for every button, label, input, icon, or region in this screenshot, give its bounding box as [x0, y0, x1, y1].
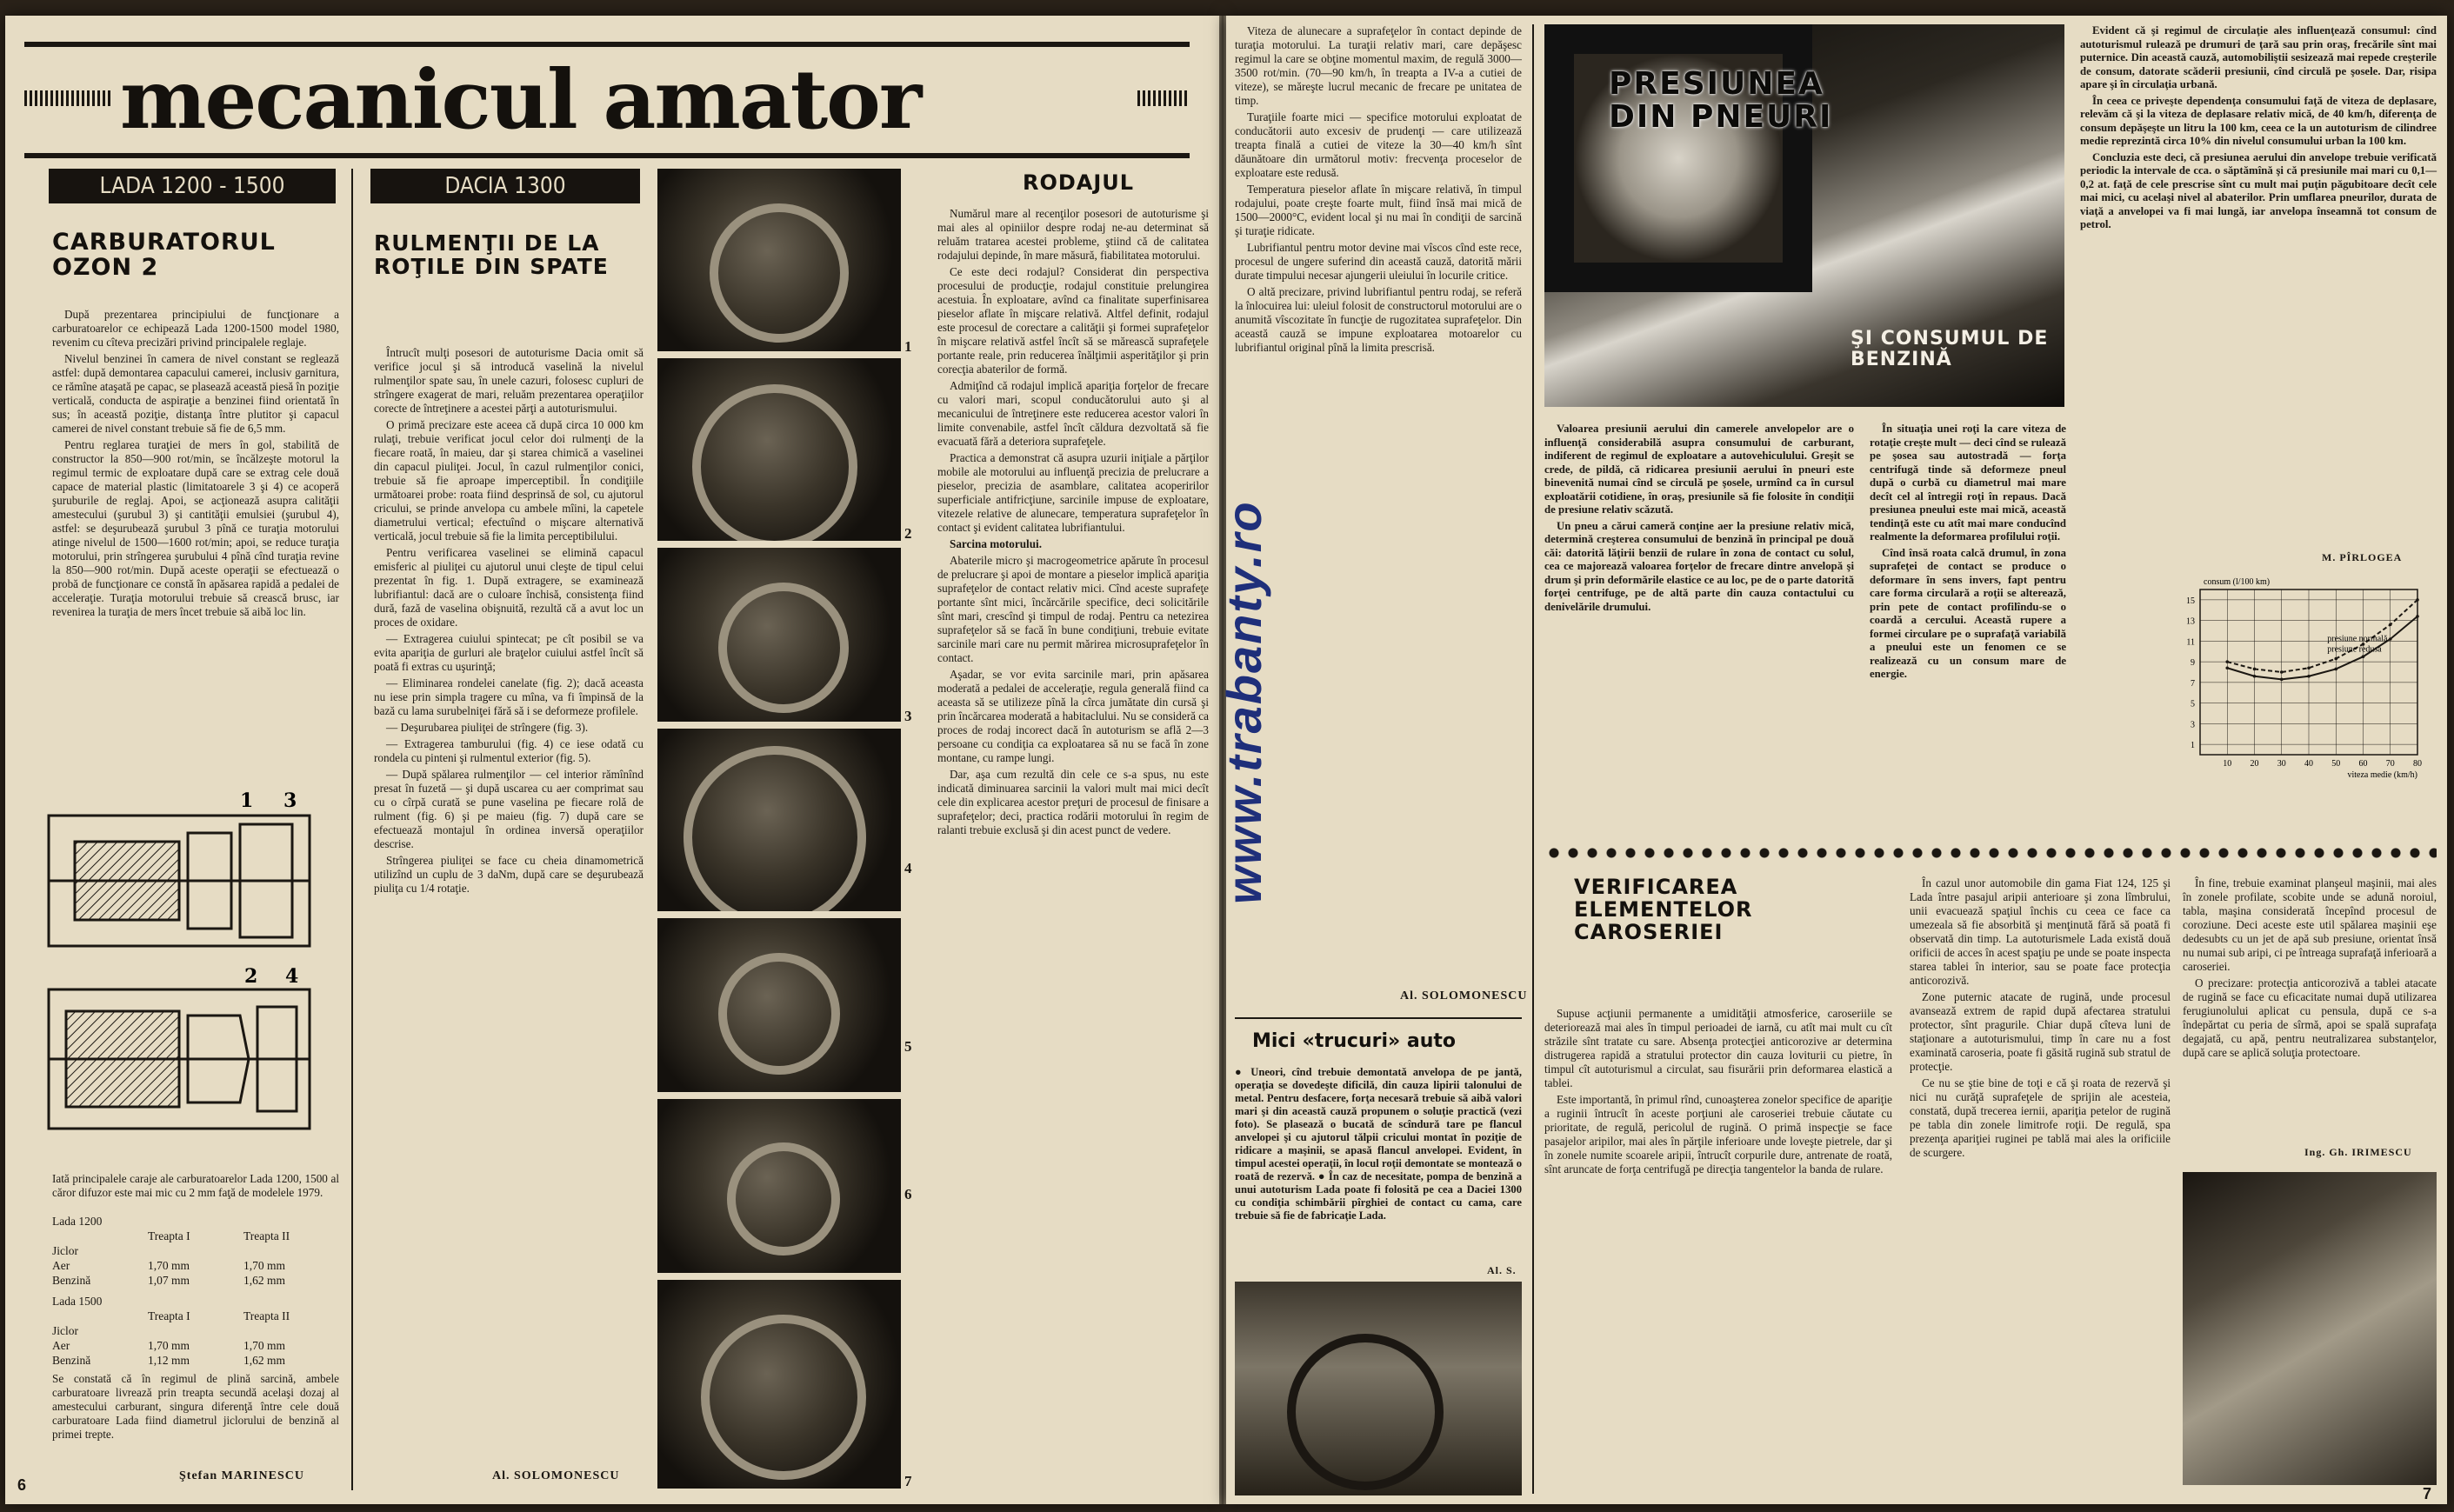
rodajul-paragraph: Lubrifiantul pentru motor devine mai vîscos cînd este rece, procesul de ungere suferind din această cauză, datorită mării durate timpului necesar ajungerii uleiului în locurile critice.	[1235, 241, 1522, 282]
chart-point	[2307, 675, 2311, 678]
verificarea-headline: VERIFICAREA ELEMENTELOR CAROSERIEI	[1574, 875, 1753, 944]
rodajul-paragraph: Practica a demonstrat că asupra uzurii iniţiale a părţilor mobile ale motorului au influenţă precizia de prelucrare a pieselor, precizia de asamblare, calitatea acoperirilor superficiale antifricţiune, sarcinile impuse de exploatare, vitezele relative de alunecare, temperatura suprafeţelor în contact şi evident calitatea lubrifiantului.	[937, 451, 1209, 534]
chart-point	[2416, 598, 2419, 602]
dacia-body	[374, 346, 644, 898]
chart-y-tick: 9	[2191, 658, 2195, 669]
drum-outline	[718, 583, 849, 713]
carburetor-diagram	[31, 789, 344, 1163]
diagram-label: 4	[285, 965, 299, 988]
tire-outline	[1287, 1334, 1444, 1490]
drum-outline	[727, 1142, 840, 1256]
lada-1500-table	[52, 1294, 339, 1368]
page-number-right: 7	[2423, 1485, 2432, 1502]
chart-x-tick: 50	[2331, 759, 2341, 769]
chart-x-tick: 10	[2223, 759, 2232, 769]
trucuri-body: ● Uneori, cînd trebuie demontată anvelopa de pe jantă, operaţia se dovedeşte dificilă, din cauza lipirii talonului de metal. Pentru desfacere, forţa necesară trebuie să aibă valori mari şi din această cauză propunem o soluţie practică (vezi foto). Se plasează o bucată de scîndură tare pe flancul anvelopei şi cu ajutorul tălpii cricului montat în poziţie de ridicare a maşinii, se apasă flancul anvelopei. Evident, în timpul acestei operaţii, în locul roţii demontate se montează o roată de rezervă. ● În caz de necesitate, pompa de benzină a unui autoturism Lada poate fi folosită pe cea a Daciei 1300 cu condiţia schimbării pîrghiei de contact cu cama, care trebuie să fie de fabricaţie Lada.	[1235, 1066, 1522, 1222]
table-cell	[148, 1323, 243, 1338]
dacia-step: — Eliminarea rondelei canelate (fig. 2); dacă aceasta nu iese prin simpla tragere cu mîna, va fi împinsă de la bază cu lama surubelniţei fără să i se deformeze profilele.	[374, 676, 644, 717]
photo-tire-trick	[1235, 1282, 1522, 1495]
chart-y-tick: 3	[2191, 720, 2195, 730]
photo-strip	[657, 169, 918, 1497]
verificarea-paragraph: O precizare: protecţia anticorozivă a tablei atacate de rugină se face cu eficacitate numai după utilizarea ferugiunolului aplicat cu pensula, după ce s-a îndepărtat cu peria de sîrmă, apoi se spală suprafaţa degajată, cu apă, pentru neutralizarea substanţelor, după care se aplică soluţia protectoare.	[2183, 976, 2437, 1059]
table-cell: 1,62 mm	[243, 1274, 286, 1287]
rodajul-author: Al. SOLOMONESCU	[1400, 989, 1528, 1002]
rodajul-paragraph: O altă precizare, privind lubrifiantul pentru rodaj, se referă la înlocuirea lui: uleiul folosit de constructorul motorului are o anumită vîscozitate în funcţie de rugozitatea suprafeţelor. Din această cauză se impune exploatarea motoarelor cu lubrifiantul original pînă la limita prescrisă.	[1235, 285, 1522, 354]
watermark: www.trabanty.ro	[1217, 500, 1271, 904]
table-cell: Benzină	[52, 1354, 91, 1367]
chart-series-label: presiune redusă	[2327, 644, 2382, 655]
section-divider	[1235, 1017, 1522, 1019]
column-divider	[1532, 24, 1534, 1494]
lada-1200-table	[52, 1214, 339, 1288]
chart-point	[2334, 657, 2337, 661]
chart-point	[2416, 615, 2419, 618]
rodajul-paragraph: Viteza de alunecare a suprafeţelor în contact depinde de turaţia motorului. La turaţii relativ mari, care depăşesc regimul la care se obţine momentul maxim, de regulă 3000—3500 rot/min. (70—90 km/h, în treapta a IV-a a cutiei de viteze), se măreşte lucrul mecanic de frecare pe unitatea de timp.	[1235, 24, 1522, 107]
table-cell: Aer	[52, 1339, 70, 1352]
rodajul-paragraph: Numărul mare al recenţilor posesori de autoturisme şi mai ales al opiniilor despre rodaj ne-au determinat să reluăm tratarea acestei probleme, ştiind că de calitatea rodajului depinde, în mare măsură, fiabilitatea motorului.	[937, 207, 1209, 262]
consumption-chart	[2157, 572, 2444, 798]
presiunea-paragraph: Cînd însă roata calcă drumul, în zona suprafeţei de contact se produce o deformare în sens invers, fapt pentru care forma circulară a roţii se alterează, prin pete de contact profilîndu-se o coardă a cercului. Această rupere a formei circulare pe o suprafaţă variabilă a pneului este un fenomen ce se realizează cu un consum mare de energie.	[1870, 546, 2066, 680]
dacia-step: — După spălarea rulmenţilor — cel interior rămînînd presat în fuzetă — şi după uscarea cu aer comprimat sau cu o cîrpă curată se pune vaselina pe fiecare rolă de rulment (fig. 6) şi pe maieu (fig. 7) după care se efectuează montajul în ordinea inversă operaţiilor descrise.	[374, 768, 644, 850]
photo-hub-greasing	[657, 1280, 901, 1489]
photo-number: 7	[904, 1473, 912, 1489]
table-cell: Aer	[52, 1259, 70, 1272]
dacia-step: — Extragerea cuiului spintecat; pe cît posibil se va evita apariţia de gurluri ale braţelor cuiului astfel încît să poată fi extras cu uşurinţă;	[374, 632, 644, 673]
photo-nut-unscrewing	[657, 548, 901, 722]
rodajul-paragraph: Admiţînd că rodajul implică apariţia forţelor de frecare cu valori mari, scopul conducătorului auto şi al mecanicului de întreţinere este reducerea acestor valori în limite convenabile, astfel încît căldura dezvoltată să fie evacuată fără a deteriora suprafeţele.	[937, 379, 1209, 448]
photo-number: 1	[904, 338, 912, 355]
diagram-label: 1	[240, 789, 254, 812]
trucuri-author: Al. S.	[1487, 1264, 1517, 1276]
drum-outline	[692, 384, 857, 541]
verificarea-paragraph: În cazul unor automobile din gama Fiat 124, 125 şi Lada între pasajul aripii anterioare şi zona lîmbrului, unii evacuează spaţiul închis cu ceea ce face ca umezeala să fie absorbită şi menţinută fără să poată fi observată din timp. La autoturismele Lada există două orificii de acces în acest spaţiu pe unde se poate inspecta starea tablei în interior, sau se poate face protecţia anticorozivă.	[1910, 876, 2171, 987]
rodajul-headline: RODAJUL	[1023, 170, 1135, 195]
chart-x-tick: 80	[2413, 759, 2422, 769]
table-row	[52, 1323, 339, 1338]
dacia-paragraph: O primă precizare este aceea că după circa 10 000 km rulaţi, trebuie verificat jocul celor doi rulmenţi de la fiecare roată, în maieu, dar şi starea chimică a vaselinei din capacul piuliţei. Jocul, în cazul rulmenţilor conici, trebuie să fie aproape imperceptibil. În condiţiile următoarei probe: roata fiind desprinsă de sol, cu ajutorul cricului, se prinde anvelopa cu ambele mîini, la capetele diametrului vertical; efectuînd o mişcare alternativă verticală, jocul trebuie să fie la limita perceptibilului.	[374, 418, 644, 543]
dacia-paragraph: Întrucît mulţi posesori de autoturisme Dacia omit să verifice jocul şi să introducă vaselină la nivelul rulmenţilor spate sau, în unele cazuri, folosesc cupluri de strîngere exagerat de mari, reluăm prezentarea operaţiilor corecte de întreţinere a acestei părţi a autoturismului.	[374, 346, 644, 415]
chart-svg	[2157, 572, 2444, 798]
chart-point	[2225, 666, 2229, 669]
table-cell: 1,70 mm	[243, 1339, 286, 1352]
table-cell: 1,07 mm	[148, 1274, 190, 1287]
dacia-paragraph: Pentru verificarea vaselinei se elimină capacul emisferic al piuliţei cu ajutorul unui cleşte de tipul celui prezentat în fig. 1. După extragere, se examinează lubrifiantul: dacă are o culoare închisă, consistenţa fiind dură, fază de vaselina obişnuită, rezultă că a avut loc un proces de oxidare.	[374, 546, 644, 629]
rodajul-subhead: Sarcina motorului.	[950, 537, 1042, 550]
table-cell	[243, 1243, 339, 1258]
chart-point	[2389, 623, 2392, 627]
chart-y-tick: 11	[2186, 637, 2195, 648]
chart-point	[2307, 666, 2311, 669]
table-model	[52, 1214, 339, 1229]
table-header: Treapta I	[148, 1309, 190, 1322]
photo-bearing-removal	[657, 918, 901, 1092]
dacia-step: Strîngerea piuliţei se face cu cheia dinamometrică utilizînd un cuplu de 3 daNm, după care se deşurubează piuliţa cu 1/4 rotaţie.	[374, 854, 644, 895]
lada-table-intro: Iată principalele caraje ale carburatoarelor Lada 1200, 1500 al căror difuzor este mai mic cu 2 mm faţă de modelele 1979.	[52, 1172, 339, 1199]
lada-headline: CARBURATORUL OZON 2	[52, 229, 276, 282]
chart-point	[2362, 655, 2365, 658]
table-cell: 1,62 mm	[243, 1354, 286, 1367]
verificarea-paragraph: Ce nu se ştie bine de toţi e că şi roata de rezervă şi nici nu curăţă suprafeţele de sprijin ale acesteia, constată, după trecerea iernii, apariţia petelor de rugină pe tabla din zonele limitrofe roţii. De regulă, spa prezenţa apariţiei ruginei pe tablă mai ales la orificiile de scurgere.	[1910, 1076, 2171, 1159]
verificarea-paragraph: Este importantă, în primul rînd, cunoaşterea zonelor specifice de apariţie a ruginii întrucît în aceste porţiuni ale caroseriei trebuie căutate cu prioritate, de regulă, pericolul de rugină. O primă inspecţie se face pasajelor aripilor, mai ales în părţile inferioare unde loveşte pietrele, dar şi în zonele numite scoarele aripii, întrucît corpurile dure, antrenate de roată, sînt aruncate de forţa centrifugă pe direcţia tangentelor la banda de rulare.	[1544, 1093, 1892, 1176]
chart-y-tick: 13	[2186, 616, 2195, 627]
wheel	[1544, 24, 1812, 292]
chart-point	[2253, 668, 2257, 671]
table-cell: Jiclor	[52, 1244, 78, 1257]
masthead-title: mecanicul amator	[120, 52, 921, 148]
left-page	[5, 16, 1219, 1504]
chart-y-label: consum (l/100 km)	[2204, 577, 2271, 587]
table-cell: Benzină	[52, 1274, 91, 1287]
rodajul-paragraph: Temperatura pieselor aflate în mişcare relativă, în timpul rodajului, poate creşte foarte mult, fiind însă mai mică de 1500—2000°C, evident local şi nu mai în condiţii de sarcină şi turaţie ridicate.	[1235, 183, 1522, 237]
lada-paragraph: Nivelul benzinei în camera de nivel constant se reglează astfel: după demontarea capacului camerei, inclusiv garnitura, ce rămîne ataşată pe capac, se plasează această piesă în poziţie verticală, conducta de aspiraţie a benzinei fiind orientată în sus; în această poziţie, distanţa între plutitor şi capacul camerei de nivel constant trebuie să fie de 6,5 mm.	[52, 352, 339, 435]
rodajul-body	[937, 207, 1209, 840]
chart-x-label: viteza medie (km/h)	[2347, 770, 2417, 780]
chart-point	[2280, 670, 2284, 674]
photo-number: 4	[904, 860, 912, 876]
section-header-dacia: DACIA 1300	[370, 169, 640, 203]
photo-bearing-greasing	[657, 1099, 901, 1273]
table-row	[52, 1243, 339, 1258]
table-cell	[148, 1243, 243, 1258]
table-header-row	[52, 1229, 339, 1243]
rodajul-paragraph: Abaterile micro şi macrogeometrice apărute în procesul de prelucrare şi apoi de montare a pieselor implică apariţia suprafeţelor de contact relativ mici. Cînd aceste suprafeţe portante sînt mici, încărcările specifice, deci solicitările sînt mari, crescînd şi timpul de rodaj. Pentru ca netezirea suprafeţelor să se facă în bune condiţiuni, trebuie evitate sarcinile mari care nu permit mărirea microsuprafeţelor în contact.	[937, 554, 1209, 664]
table-cell: 1,70 mm	[148, 1339, 190, 1352]
verificarea-paragraph: În fine, trebuie examinat planşeul maşinii, mai ales în zonele profilate, scobite unde se adună noroiul, tabla, maşina considerată începînd procesul de coroziune. Deci aceste este util spălarea maşinii eşe dedesubts cu un jet de apă sub presiune, orientat însă nu numai sub aripi, ci pe întreaga suprafaţă inferioară a caroseriei.	[2183, 876, 2437, 973]
masthead-ornament-left	[24, 90, 111, 106]
chart-y-tick: 7	[2191, 678, 2195, 689]
table-row	[52, 1353, 339, 1368]
dacia-step: — Deşurubarea piuliţei de strîngere (fig. 3).	[386, 721, 589, 734]
table-row	[52, 1273, 339, 1288]
presiunea-paragraph: În ceea ce priveşte dependenţa consumului faţă de viteza de deplasare, relevăm că şi la viteza de deplasare relativ mică, de 40 km/h, diferenţa de consum depăşeşte un litru la 100 km, ceea ce la un autoturism de cilindree medie reprezintă circa 10% din nivelul consumului urban la 100 km.	[2080, 94, 2437, 147]
table-cell: Jiclor	[52, 1324, 78, 1337]
chart-series-line	[2227, 600, 2417, 672]
presiunea-body-col3	[2080, 24, 2437, 235]
chart-point	[2253, 675, 2257, 678]
presiunea-paragraph: Valoarea presiunii aerului din camerele anvelopelor are o influenţă considerabilă asupra consumului de carburant, indiferent de regimul de exploatare a autovehiculului. Greşit se crede, de pildă, că ridicarea presiunii aerului în pneuri este binevenită numai cînd se circulă pe şosele, urmînd ca în cursul exploatării cotidiene, în oraş, presiunile să fie folosite în condiţii de presiune relativ scăzută.	[1544, 423, 1854, 516]
section-header-lada: LADA 1200 - 1500	[49, 169, 336, 203]
verificarea-body-col2	[1910, 876, 2171, 1162]
trucuri-headline: Mici «trucuri» auto	[1252, 1030, 1457, 1052]
table-model-label: Lada 1200	[52, 1215, 103, 1228]
table-cell: 1,70 mm	[148, 1259, 190, 1272]
column-divider	[351, 169, 353, 1490]
drum-outline	[710, 203, 849, 343]
photo-number: 5	[904, 1038, 912, 1055]
photo-washer-removal	[657, 358, 901, 541]
photo-car-inspection	[2183, 1172, 2437, 1485]
masthead-ornament-right	[1137, 90, 1190, 106]
presiunea-author: M. PÎRLOGEA	[2322, 551, 2403, 563]
rodajul-paragraph: Ce este deci rodajul? Considerat din perspectiva procesului de producţie, rodajul constituie prelungirea acestuia. În exploatare, avînd ca finalitate superfinisarea pieselor aflate în mişcare relativă. Altfel definit, rodajul este procesul de corectare a calităţii şi formei suprafeţelor în mişcare relativă astfel încît să se mărească suprafeţele portante reale, prin reducerea înălţimii asperităţilor şi prin corecţia abaterilor de formă.	[937, 265, 1209, 376]
dacia-headline: RULMENŢII DE LA ROŢILE DIN SPATE	[374, 230, 609, 279]
verificarea-paragraph: Zone puternic atacate de rugină, unde procesul avansează extrem de rapid după afectarea stratului protector, sînt pragurile. Chiar după cîteva luni de staţionare a autoturismului, timp în care nu a fost examinată caroseria, poate fi găsită rugină sub stratul de protecţie.	[1910, 990, 2171, 1073]
masthead	[24, 42, 1190, 158]
lada-paragraph: Pentru reglarea turaţiei de mers în gol, stabilită de constructor la 850—900 rot/min, se încălzeşte motorul la regimul termic de exploatare după care se extrag cele două capace de material plastic (limitatoarele 3 şi 4) ce acoperă şuruburile de reglaj. Apoi, se acţionează asupra calităţii amestecului (şurubul 3) şi cantităţii emulsiei (şurubul 4), astfel: se deşurubează şurubul 3 pînă ce turaţia motorului atinge nivelul de 1500—1600 rot/min; apoi, se reduce turaţia motorului, prin strîngerea şurubului 4 pînă cînd turaţia revine la 850—900 rot/min. După aceste operaţii se efectuează o probă de funcţionare ce constă în apăsarea rapidă a pedalei de acceleraţie. Turaţia motorului trebuie să crească brusc, iar revenirea la turaţia de mers încet trebuie să aibă loc lin.	[52, 438, 339, 618]
right-page	[1226, 16, 2447, 1504]
chart-point	[2389, 637, 2392, 641]
verificarea-body-col3	[2183, 876, 2437, 1062]
chart-x-tick: 30	[2277, 759, 2286, 769]
verificarea-body-col1	[1544, 1007, 1892, 1179]
table-cell	[243, 1323, 339, 1338]
drum-outline	[701, 1315, 866, 1480]
presiunea-paragraph: Evident că şi regimul de circulaţie ales influenţează consumul: cînd autoturismul rulează pe drumuri de ţară sau prin oraş, frecările sînt mai puternice. Din această cauză, automobiliştii sesizează mai repede creşterile de consum, datorate scăderii presiunii, cînd circulă pe şosele. Dar, risipa apare şi în circulaţia urbană.	[2080, 24, 2437, 90]
diagram-label: 2	[244, 965, 258, 988]
lada-body	[52, 308, 339, 622]
verificarea-author: Ing. Gh. IRIMESCU	[2304, 1146, 2412, 1158]
lada-author: Ştefan MARINESCU	[179, 1469, 304, 1482]
presiunea-subtitle: ŞI CONSUMUL DE BENZINĂ	[1851, 328, 2049, 370]
chart-x-tick: 70	[2385, 759, 2395, 769]
presiunea-paragraph: Un pneu a cărui cameră conţine aer la presiune relativ mică, determină creşterea consumului de benzină în principal pe două căi: datorită lăţirii benzii de rulare în zona de contact cu solul, cea ce majorează valoarea forţelor de frecare dintre anvelopă şi drum şi prin deformările elastice ce au loc, pe de o parte datorită forţei centrifuge, pe de altă parte din cauza contactului cu denivelările drumului.	[1544, 519, 1854, 613]
rodajul-paragraph: Turaţiile foarte mici — specifice motorului exploatat de conducătorii auto excesiv de prudenţi — care utilizează treapta finală a cutiei de viteze la 30—40 km/h sînt dăunătoare din următorul motiv: frecvenţa proceselor de exploatare este redusă.	[1235, 110, 1522, 179]
chart-y-tick: 15	[2186, 596, 2195, 606]
table-row	[52, 1258, 339, 1273]
table-header-row	[52, 1309, 339, 1323]
chart-y-tick: 1	[2191, 741, 2195, 751]
chart-x-tick: 20	[2250, 759, 2259, 769]
table-model	[52, 1294, 339, 1309]
table-cell: 1,70 mm	[243, 1259, 286, 1272]
presiunea-body-col2	[1870, 423, 2066, 684]
presiunea-paragraph: În situaţia unei roţi la care viteza de rotaţie creşte mult — deci cînd se rulează pe şosea sau autostradă — forţa centrifugă tinde să deformeze pneul după o curbă cu diametrul mai mare decît cel al întregii roţi în repaus. Dacă presiunea pneului este mai mică, această tendinţă este cu atît mai mare conducînd realmente la deformarea profilului roţii.	[1870, 423, 2066, 543]
table-header: Treapta II	[243, 1229, 290, 1242]
table-row	[52, 1338, 339, 1353]
rodajul-continuation	[1235, 24, 1522, 357]
table-header: Treapta I	[148, 1229, 190, 1242]
lada-closing: Se constată că în regimul de plină sarcină, ambele carburatoare livrează prin treapta secundă acelaşi dozaj al amestecului carburant, singura diferenţă între cele două carburatoare Lada fiind diametrul jiclorului de benzină al primei trepte.	[52, 1372, 339, 1441]
dacia-author: Al. SOLOMONESCU	[492, 1469, 620, 1482]
rodajul-paragraph: Aşadar, se vor evita sarcinile mari, prin apăsarea moderată a pedalei de acceleraţie, regula generală fiind ca aceasta să se utilizeze pînă la cîrca jumătate din cursă şi prin încărcarea moderată a habitaclului. Nu se consideră ca proces de rodaj incorect dacă în autoturism se află 2—3 persoane cu condiţia ca exploatarea să nu se facă în zone montane, cu rampe lungi.	[937, 668, 1209, 764]
photo-drum-extraction	[657, 729, 901, 911]
drum-outline	[718, 953, 840, 1075]
chart-point	[2334, 668, 2337, 671]
chart-y-tick: 5	[2191, 699, 2195, 709]
lada-paragraph: După prezentarea principiului de funcţionare a carburatoarelor ce echipează Lada 1200-1500 model 1980, revenim cu cîteva precizări privind principalele reglaje.	[52, 308, 339, 349]
rodajul-paragraph: Dar, aşa cum rezultă din cele ce s-a spus, nu este indicată diminuarea sarcinii la valori mult mai mici decît cele din explicarea acestor preţuri de procesul de finisare a suprafeţelor; deci, practica rodării motorului în regim de ralanti trebuie exclusă şi din acest punct de vedere.	[937, 768, 1209, 836]
photo-number: 3	[904, 708, 912, 724]
page-number-left: 6	[17, 1476, 27, 1494]
verificarea-paragraph: Supuse acţiunii permanente a umidităţii atmosferice, caroseriile se deteriorează mai ales în timpul perioadei de iarnă, cu atît mai mult cu cît străzile sînt tratate cu sare. Absenţa protecţiei anticorozive ar determina distrugerea rapidă a stratului protector din cauza loviturii cu pietre, în timpul cît autoturismul a circulat, sau fisurării prin deformarea elastică a tablei.	[1544, 1007, 1892, 1089]
photo-number: 2	[904, 525, 912, 542]
presiunea-title: PRESIUNEA DIN PNEURI	[1609, 66, 1833, 135]
chart-point	[2280, 678, 2284, 682]
drum-outline	[684, 746, 866, 911]
presiunea-body-col1	[1544, 423, 1854, 616]
table-model-label: Lada 1500	[52, 1295, 103, 1308]
photo-hub-cap-removal	[657, 169, 901, 351]
presiunea-paragraph: Concluzia este deci, că presiunea aerului din anvelope trebuie verificată periodic la intervale de cca. o săptămînă şi că presiunile mai mari cu 0,1—0,2 at. faţă de cele prescrise sînt cu mult mai puţin păgubitoare decît cele mai mici, cu acelaşi nivel al abaterilor. Prin umflarea pneurilor, durata de viaţă a anvelopei va fi mai lungă, iar anvelopa înseamnă tot consum de petrol.	[2080, 150, 2437, 230]
photo-number: 6	[904, 1186, 912, 1202]
chart-x-tick: 60	[2358, 759, 2368, 769]
table-cell: 1,12 mm	[148, 1354, 190, 1367]
chart-point	[2225, 660, 2229, 663]
diagram-label: 3	[283, 789, 297, 812]
section-divider-dots	[1544, 847, 2437, 859]
dacia-step: — Extragerea tamburului (fig. 4) ce iese odată cu rondela cu pinteni şi rulmentul exterior (fig. 5).	[374, 737, 644, 764]
table-header: Treapta II	[243, 1309, 290, 1322]
chart-x-tick: 40	[2304, 759, 2313, 769]
chart-series-label: presiune normală	[2327, 634, 2388, 644]
